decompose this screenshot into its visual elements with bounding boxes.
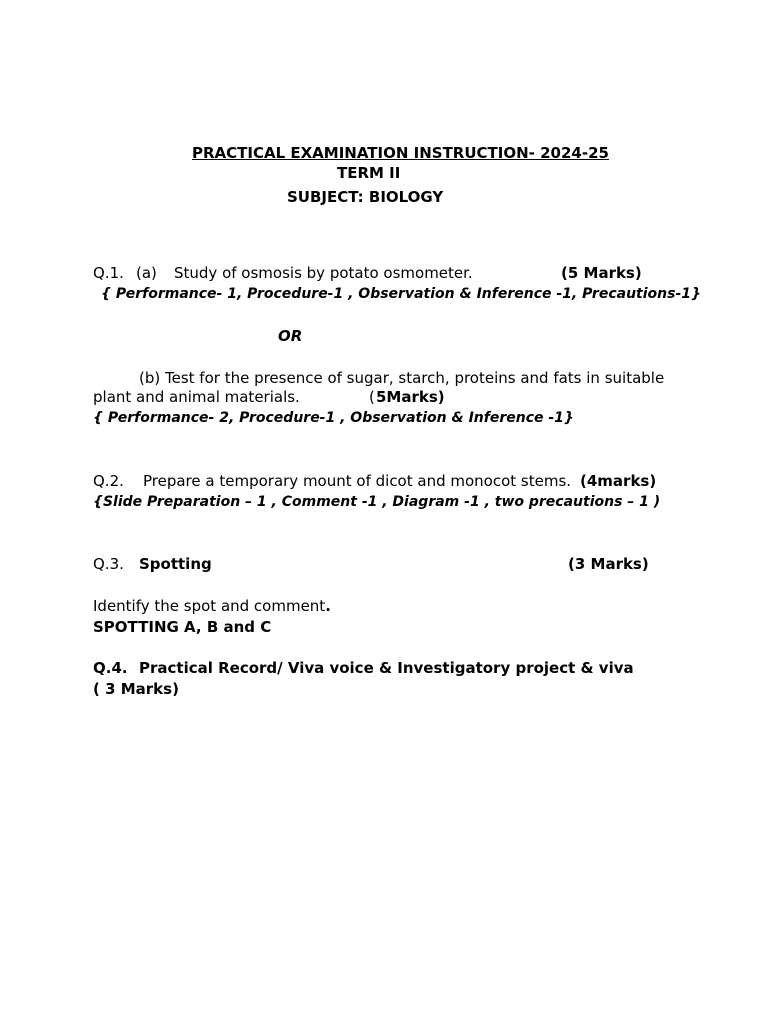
document-title: PRACTICAL EXAMINATION INSTRUCTION- 2024-25: [192, 144, 609, 162]
q4-text: Practical Record/ Viva voice & Investigatory project & viva: [139, 659, 634, 677]
q1-part-b-marks: 5Marks): [376, 388, 445, 406]
q3-title: Spotting: [139, 555, 212, 573]
q4-marks: ( 3 Marks): [93, 680, 179, 698]
q1-part-a-marks: (5 Marks): [561, 264, 642, 282]
q3-instruction: [93, 596, 331, 616]
q1-part-b-marks-open: (: [369, 388, 375, 406]
q2-scheme: {Slide Preparation – 1 , Comment -1 , Diagram -1 , two precautions – 1 ): [93, 494, 661, 510]
q3-instruction-text: Identify the spot and comment: [93, 597, 326, 615]
subject-heading: SUBJECT: BIOLOGY: [287, 188, 444, 206]
term-heading: TERM II: [337, 164, 401, 182]
q1-part-b-scheme: { Performance- 2, Procedure-1 , Observation & Inference -1}: [93, 410, 574, 426]
q3-spots: SPOTTING A, B and C: [93, 618, 272, 636]
q2-marks: (4marks): [580, 472, 657, 490]
q1-part-a-label: (a): [136, 264, 157, 282]
or-separator: OR: [278, 327, 303, 345]
q1-number: Q.1.: [93, 264, 124, 282]
q2-number: Q.2.: [93, 472, 124, 490]
q1-part-a-text: Study of osmosis by potato osmometer.: [174, 264, 473, 282]
q1-part-b-line1: (b) Test for the presence of sugar, starch, proteins and fats in suitable: [139, 369, 665, 387]
q3-instruction-end: .: [325, 597, 331, 615]
q1-part-b-line2: plant and animal materials.: [93, 388, 300, 406]
q3-marks: (3 Marks): [568, 555, 649, 573]
q3-number: Q.3.: [93, 555, 124, 573]
q2-text: Prepare a temporary mount of dicot and monocot stems.: [143, 472, 572, 490]
q1-part-a-scheme: { Performance- 1, Procedure-1 , Observation & Inference -1, Precautions-1}: [101, 286, 701, 302]
q4-number: Q.4.: [93, 659, 128, 677]
